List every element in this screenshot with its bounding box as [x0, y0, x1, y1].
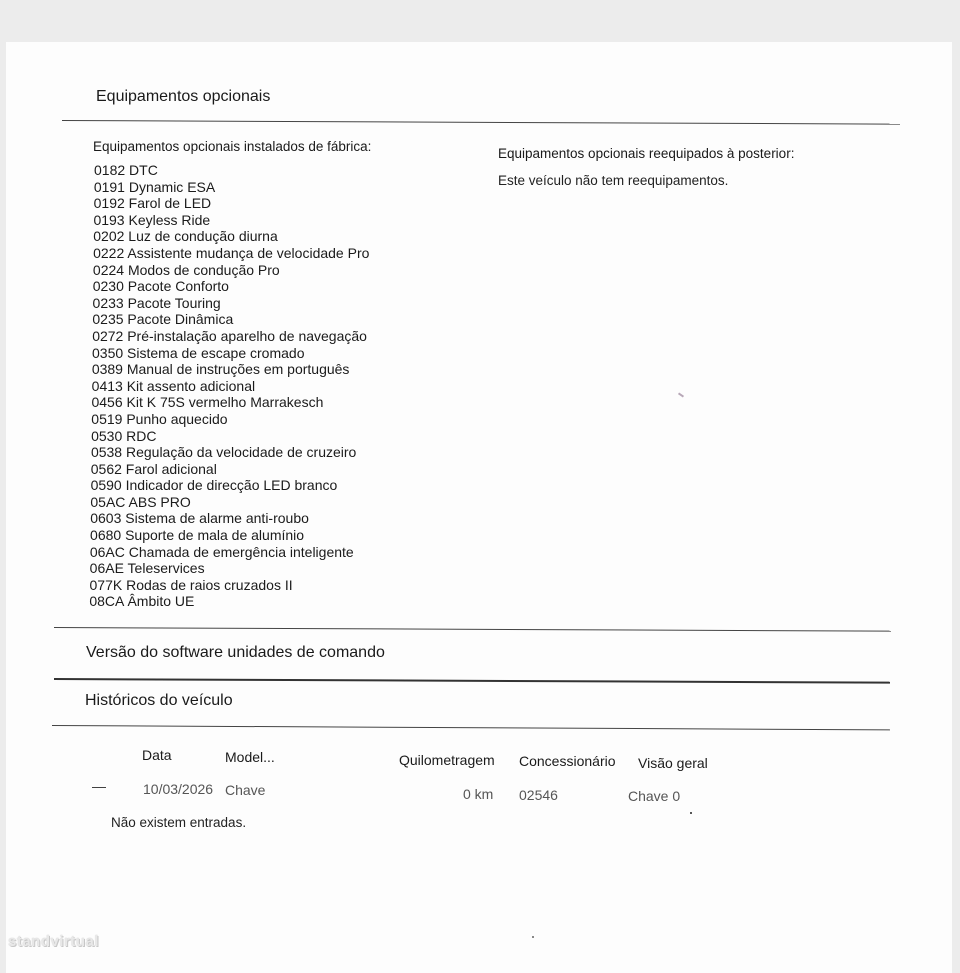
- factory-option-item: 06AE Teleservices: [89, 560, 205, 577]
- factory-option-item: 0233 Pacote Touring: [92, 294, 221, 311]
- history-col-overview: Visão geral: [638, 755, 708, 771]
- factory-option-item: 0519 Punho aquecido: [91, 410, 228, 427]
- factory-option-item: 08CA Âmbito UE: [89, 593, 195, 610]
- factory-option-item: 0389 Manual de instruções em português: [91, 361, 350, 378]
- history-col-date: Data: [142, 747, 172, 763]
- scan-speck: [690, 812, 692, 814]
- history-row-overview: Chave 0: [628, 788, 681, 804]
- factory-option-item: 0456 Kit K 75S vermelho Marrakesch: [91, 394, 324, 411]
- factory-option-item: 0272 Pré-instalação aparelho de navegação: [92, 327, 367, 344]
- history-row-dealer: 02546: [519, 787, 558, 803]
- factory-option-item: 06AC Chamada de emergência inteligente: [89, 543, 354, 560]
- factory-option-item: 0235 Pacote Dinâmica: [92, 311, 234, 328]
- options-section-title: Equipamentos opcionais: [96, 88, 271, 105]
- history-row-marker: —: [92, 778, 106, 794]
- history-col-model: Model...: [225, 749, 275, 765]
- history-section-title: Históricos do veículo: [85, 692, 233, 709]
- factory-options-heading: Equipamentos opcionais instalados de fábrica:: [93, 139, 372, 154]
- factory-option-item: 077K Rodas de raios cruzados II: [89, 576, 293, 593]
- scan-speck: [532, 936, 534, 938]
- factory-option-item: 0603 Sistema de alarme anti-roubo: [90, 510, 309, 527]
- factory-option-item: 0230 Pacote Conforto: [92, 278, 229, 295]
- factory-option-item: 0222 Assistente mudança de velocidade Pro: [93, 244, 370, 261]
- watermark-logo: standvirtual: [8, 933, 100, 950]
- factory-option-item: 0590 Indicador de direcção LED branco: [90, 477, 338, 494]
- factory-option-item: 0193 Keyless Ride: [93, 211, 211, 228]
- factory-option-item: 0680 Suporte de mala de alumínio: [90, 527, 305, 544]
- factory-option-item: 0538 Regulação da velocidade de cruzeiro: [90, 444, 357, 461]
- retrofit-options-heading: Equipamentos opcionais reequipados à posterior:: [498, 146, 795, 161]
- factory-option-item: 0562 Farol adicional: [90, 460, 217, 477]
- history-col-mileage: Quilometragem: [399, 752, 495, 768]
- software-section-title: Versão do software unidades de comando: [86, 644, 385, 661]
- factory-option-item: 05AC ABS PRO: [90, 493, 191, 510]
- factory-option-item: 0192 Farol de LED: [93, 195, 212, 212]
- factory-option-item: 0224 Modos de condução Pro: [92, 261, 280, 278]
- history-row-model: Chave: [225, 782, 266, 798]
- factory-option-item: 0202 Luz de condução diurna: [93, 228, 278, 245]
- history-row-mileage: 0 km: [463, 786, 494, 802]
- factory-options-list: [88, 162, 369, 610]
- retrofit-options-note: Este veículo não tem reequipamentos.: [498, 173, 729, 188]
- factory-option-item: 0182 DTC: [94, 162, 158, 178]
- factory-option-item: 0350 Sistema de escape cromado: [92, 344, 305, 361]
- factory-option-item: 0530 RDC: [91, 427, 157, 444]
- history-col-dealer: Concessionário: [519, 753, 616, 769]
- history-empty-note: Não existem entradas.: [111, 815, 247, 830]
- factory-option-item: 0191 Dynamic ESA: [93, 178, 216, 195]
- factory-option-item: 0413 Kit assento adicional: [91, 377, 256, 394]
- history-row-date: 10/03/2026: [143, 781, 214, 797]
